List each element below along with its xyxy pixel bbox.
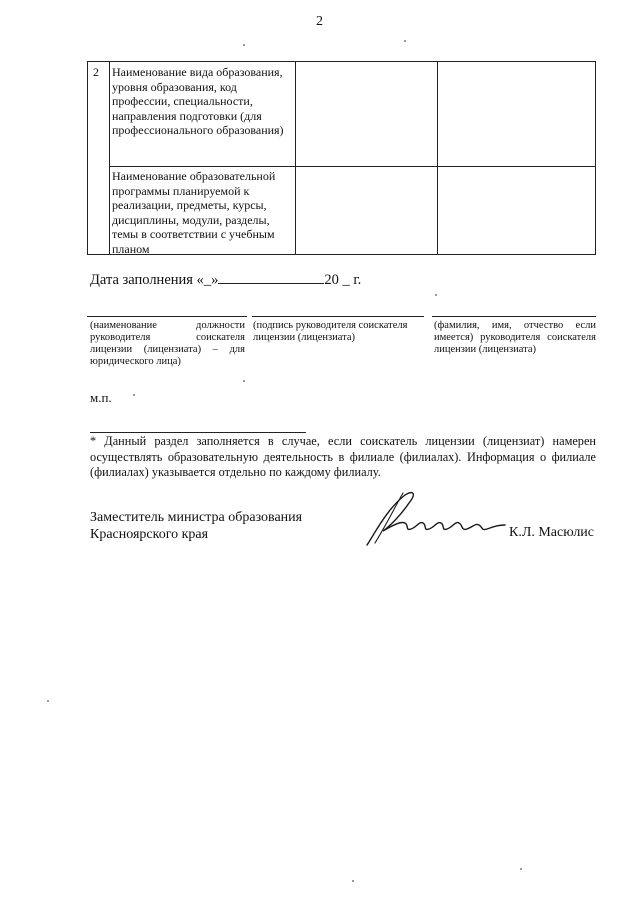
date-month-blank [218,272,324,284]
position-line [87,316,247,317]
date-year-prefix: 20 [324,272,339,288]
date-day-blank: _ [203,272,212,288]
date-suffix: г. [353,272,362,288]
row-number: 2 [93,65,99,79]
footnote: * Данный раздел заполняется в случае, если соискатель лицензии (лицензиат) намерен осуществлять образовательную деятельность в филиале (филиалах). Информация о филиале (филиалах) указывается отдельно по каждому филиалу. [90,434,596,479]
table-row-divider [110,166,595,167]
signature-caption: (подпись руководителя соискателя лицензии (лицензиата) [253,320,408,343]
page-number: 2 [316,14,323,29]
signatory-name: К.Л. Масюлис [509,525,595,540]
stamp-label: м.п. [90,390,112,405]
signatory-title-line2: Красноярского края [90,527,209,542]
date-field [90,272,361,289]
signature-line [252,316,424,317]
name-caption: (фамилия, имя, отчество если имеется) руководителя соискателя лицензии (лицензиата) [434,320,596,355]
signatory-title [90,509,302,543]
row1-label: Наименование вида образования, уровня образования, код профессии, специальности, направления подготовки (для профессионального образования) [112,65,284,137]
handwritten-signature [365,487,510,549]
table-col-divider [109,62,110,254]
table-col-divider [437,62,438,254]
name-line [432,316,596,317]
date-middle: » [211,272,219,288]
date-prefix: Дата заполнения « [90,272,204,288]
position-caption: (наименование должности руководителя соискателя лицензии (лицензиата) – для юридического лица) [90,320,245,367]
branch-table [87,61,596,255]
signatory-title-line1: Заместитель министра образования [90,510,303,525]
footnote-separator [90,432,306,433]
row2-label: Наименование образовательной программы планируемой к реализации, предметы, курсы, дисциплины, модули, разделы, темы в соответствии с учебным планом [112,169,276,256]
table-col-divider [295,62,296,254]
date-year-blank: _ [342,272,350,288]
